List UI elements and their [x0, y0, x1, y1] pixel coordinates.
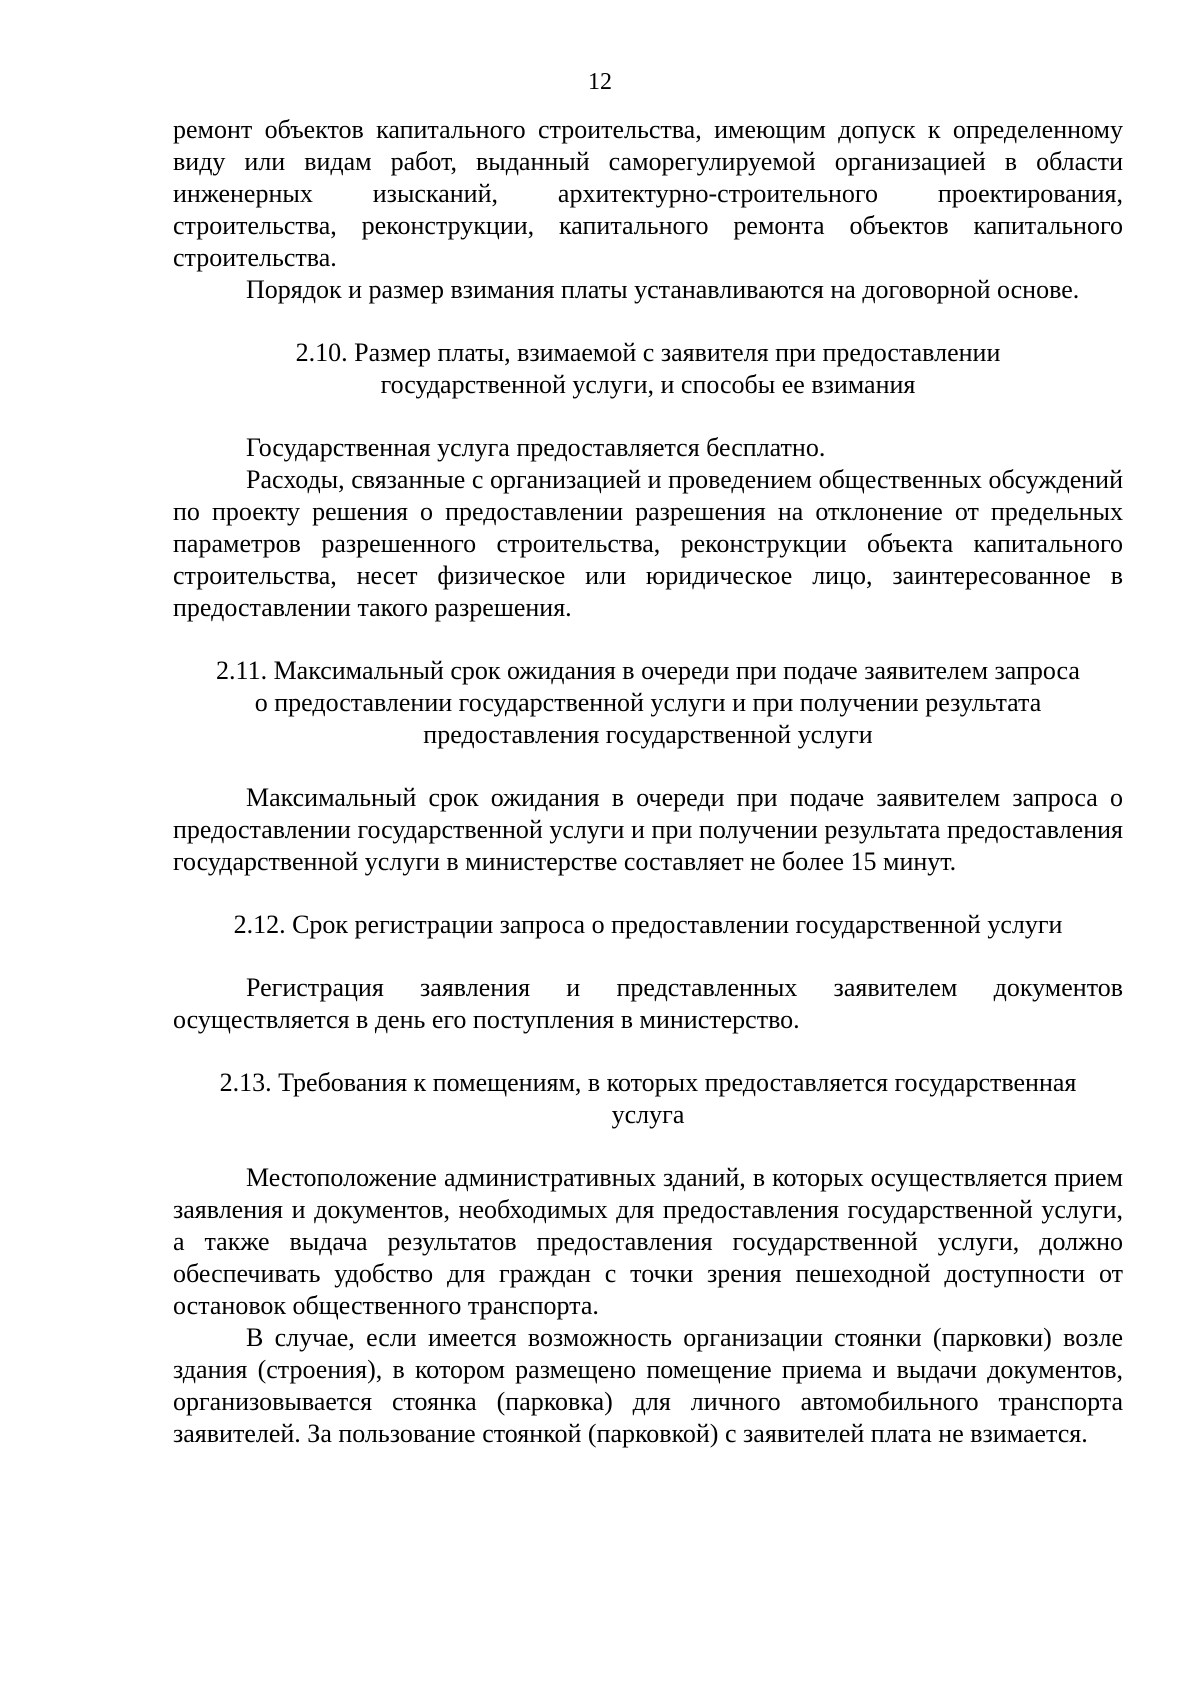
heading-line: о предоставлении государственной услуги и при получении результата [254, 688, 1042, 717]
page-number: 12 [588, 69, 612, 95]
body-paragraph: В случае, если имеется возможность организации стоянки (парковки) возле здания (строения), в котором размещено помещение приема и выдачи документов, организовывается стоянка (парковка) для личного автомобильного транспорта заявителей. За пользование стоянкой (парковкой) с заявителей плата не взимается. [173, 1323, 1123, 1448]
heading-line: государственной услуги, и способы ее взимания [380, 370, 916, 399]
body-paragraph: Максимальный срок ожидания в очереди при подаче заявителем запроса о предоставлении государственной услуги и при получении результата предоставления государственной услуги в министерстве составляет не более 15 минут. [173, 783, 1123, 876]
heading-line: услуга [611, 1100, 685, 1129]
section-heading-2-12 [173, 909, 1123, 941]
body-paragraph: Расходы, связанные с организацией и проведением общественных обсуждений по проекту решения о предоставлении разрешения на отклонение от предельных параметров разрешенного строительства, реконструкции объекта капитального строительства, несет физическое или юридическое лицо, заинтересованное в предоставлении такого разрешения. [173, 465, 1123, 622]
section-heading-2-10 [173, 337, 1123, 401]
heading-line: 2.11. Максимальный срок ожидания в очереди при подаче заявителем запроса [216, 656, 1080, 685]
section-heading-2-11 [173, 655, 1123, 751]
heading-line: 2.13. Требования к помещениям, в которых предоставляется государственная [219, 1068, 1077, 1097]
heading-line: 2.12. Срок регистрации запроса о предоставлении государственной услуги [233, 910, 1063, 939]
body-paragraph: Регистрация заявления и представленных заявителем документов осуществляется в день его поступления в министерство. [173, 973, 1123, 1034]
heading-line: предоставления государственной услуги [423, 720, 873, 749]
continuation-paragraph: ремонт объектов капитального строительства, имеющим допуск к определенному виду или видам работ, выданный саморегулируемой организацией в области инженерных изысканий, архитектурно-строительного проектирования, строительства, реконструкции, капитального ремонта объектов капитального строительства. [173, 115, 1123, 272]
body-paragraph: Порядок и размер взимания платы устанавливаются на договорной основе. [246, 275, 1080, 304]
body-paragraph: Государственная услуга предоставляется бесплатно. [246, 433, 826, 462]
body-paragraph: Местоположение административных зданий, в которых осуществляется прием заявления и документов, необходимых для предоставления государственной услуги, а также выдача результатов предоставления государственной услуги, должно обеспечивать удобство для граждан с точки зрения пешеходной доступности от остановок общественного транспорта. [173, 1163, 1123, 1320]
heading-line: 2.10. Размер платы, взимаемой с заявителя при предоставлении [295, 338, 1001, 367]
section-heading-2-13 [173, 1067, 1123, 1131]
document-body [173, 114, 1123, 1450]
